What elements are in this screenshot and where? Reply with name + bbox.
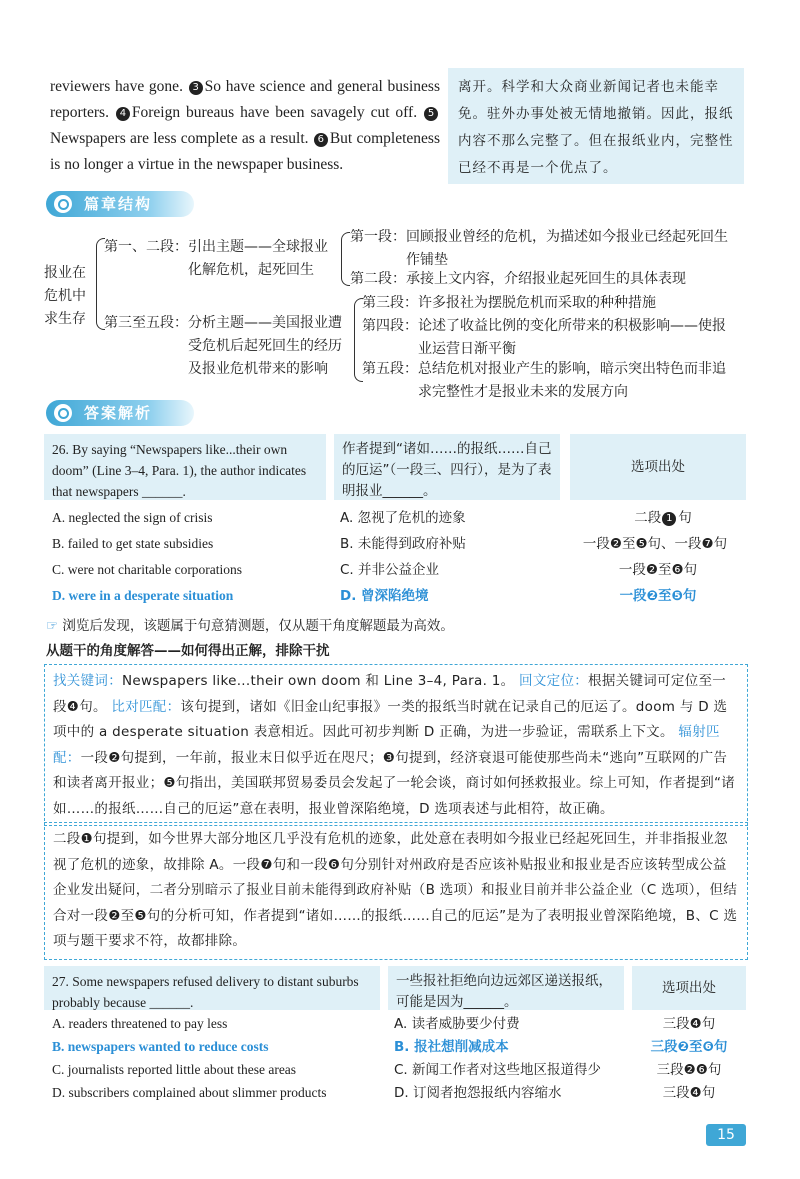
q26-option-b-source: 一段❷至❺句、一段❼句	[582, 536, 728, 552]
q26-tip: ☞ 浏览后发现，该题属于句意猜测题，仅从题干角度解题最为高效。	[46, 618, 454, 634]
brace-part-1	[341, 232, 350, 286]
structure-para-4: 第四段：论述了收益比例的变化所带来的积极影响——使报 业运营日渐平衡	[362, 318, 726, 357]
q27-option-a-en: A. readers threatened to pay less	[52, 1016, 228, 1031]
q27-option-d-source: 三段❹句	[662, 1085, 716, 1101]
q26-exclusion-box: 二段❶句提到，如今世界大部分地区几乎没有危机的迹象，此处意在表明如今报业已经起死回生，并非指报业忽视了危机的迹象，故排除 A。一段❼句和一段❻句分别针对州政府是否应该补贴报业和报业是否应该转型成公益企业发出疑问，二者分别暗示了报业目前未能得到政府补贴（B 选项）和报业目前并非公益企业（C 选项），但结合对一段❷至❺句的分析可知，作者提到“诸如……的报纸……自己的厄运”是为了表明报业曾深陷绝境，B、C 选项与题干要求不符，故都排除。	[44, 822, 748, 960]
q27-option-c-cn: C. 新闻工作者对这些地区报道得少	[394, 1062, 602, 1078]
structure-part-1: 第一、二段：引出主题——全球报业 化解危机，起死回生	[104, 239, 328, 278]
q27-option-b-cn: B. 报社想削减成本	[394, 1039, 509, 1055]
q26-option-b-en: B. failed to get state subsidies	[52, 536, 214, 551]
q26-option-a-cn: A. 忽视了危机的迹象	[340, 510, 466, 526]
q26-stem-cn: 作者提到“诸如……的报纸……自己的厄运”（一段三、四行），是为了表明报业______。	[334, 434, 560, 500]
q26-option-d-en: D. were in a desperate situation	[52, 588, 234, 603]
q27-option-a-source: 三段❹句	[662, 1016, 716, 1032]
q26-method-title: 从题干的角度解答——如何得出正解，排除干扰	[46, 643, 330, 659]
q27-stem-cn: 一些报社拒绝向边远郊区递送报纸，可能是因为______。	[388, 966, 624, 1010]
q27-option-c-en: C. journalists reported little about these areas	[52, 1062, 297, 1077]
q27-option-d-cn: D. 订阅者抱怨报纸内容缩水	[394, 1085, 562, 1101]
q27-option-b-source: 三段❷至❻句	[650, 1039, 728, 1055]
section-header-answers: 答案解析	[46, 400, 194, 426]
structure-para-5: 第五段：总结危机对报业产生的影响，暗示突出特色而非追 求完整性才是报业未来的发展方向	[362, 361, 726, 400]
q26-analysis-box: 找关键词：Newspapers like...their own doom 和 Line 3–4, Para. 1。 回文定位：根据关键词可定位至一段❹句。 比对匹配：该句提到，诸如《旧金山纪事报》一类的报纸当时就在记录自己的厄运了。doom 与 D 选项中的 a desperate situation 表意相近。因此可初步判断 D 正确，为进一步验证，需联系上下文。 辐射匹配：一段❷句提到，一年前，报业末日似乎近在咫尺；❸句提到，经济衰退可能使那些尚未“逃向”互联网的广告和读者离开报业；❺句指出，美国联邦贸易委员会发起了一轮会谈，商讨如何拯救报业。综上可知，作者提到“诸如……的报纸……自己的厄运”意在表明，报业曾深陷绝境，D 选项表述与此相符，故正确。	[44, 664, 748, 826]
q27-option-c-source: 三段❷❻句	[656, 1062, 722, 1078]
structure-para-2: 第二段：承接上文内容，介绍报业起死回生的具体表现	[350, 271, 686, 287]
structure-para-1: 第一段：回顾报业曾经的危机，为描述如今报业已经起死回生 作铺垫	[350, 229, 728, 268]
q26-option-d-source: 一段❷至❺句	[619, 588, 697, 604]
q27-option-b-en: B. newspapers wanted to reduce costs	[52, 1039, 269, 1054]
q26-option-c-source: 一段❷至❻句	[618, 562, 698, 578]
q26-option-d-cn: D. 曾深陷绝境	[340, 588, 429, 604]
q26-option-c-en: C. were not charitable corporations	[52, 562, 243, 577]
page-number: 15	[706, 1124, 746, 1146]
q26-source-header: 选项出处	[570, 434, 746, 500]
sentence-number-3: 3	[189, 81, 203, 95]
sentence-number-6: 6	[314, 133, 328, 147]
q26-stem-en: 26. By saying “Newspapers like...their own doom” (Line 3–4, Para. 1), the author indicates that newspapers ______.	[44, 434, 326, 500]
q27-source-header: 选项出处	[632, 966, 746, 1010]
q27-option-a-cn: A. 读者威胁要少付费	[394, 1016, 520, 1032]
structure-para-3: 第三段：许多报社为摆脱危机而采取的种种措施	[362, 295, 656, 311]
magnifier-icon	[54, 195, 72, 213]
magnifier-icon	[54, 404, 72, 422]
structure-part-2: 第三至五段：分析主题——美国报业遭 受危机后起死回生的经历 及报业危机带来的影响	[104, 315, 342, 377]
q26-option-a-source: 二段 1 句	[634, 510, 692, 526]
q26-option-a-en: A. neglected the sign of crisis	[52, 510, 213, 525]
translation-box: 离开。科学和大众商业新闻记者也未能幸免。驻外办事处被无情地撤销。因此，报纸内容不那么完整了。但在报纸业内，完整性已经不再是一个优点了。	[448, 68, 744, 184]
structure-root: 报业在 危机中 求生存	[44, 265, 86, 327]
q26-option-b-cn: B. 未能得到政府补贴	[340, 536, 466, 552]
sentence-number-5: 5	[424, 107, 438, 121]
sentence-number-4: 4	[116, 107, 130, 121]
q26-option-c-cn: C. 并非公益企业	[340, 562, 440, 578]
q27-stem-en: 27. Some newspapers refused delivery to distant suburbs probably because ______.	[44, 966, 380, 1010]
q27-option-d-en: D. subscribers complained about slimmer products	[52, 1085, 327, 1100]
section-header-structure: 篇章结构	[46, 191, 194, 217]
passage-excerpt: reviewers have gone. 3 So have science and general business reporters. 4 Foreign bureaus have been savagely cut off. 5Newspapers are less complete as a result. 6 But completeness is no longer a virtue in the newspaper business.	[50, 78, 441, 173]
hand-pointer-icon: ☞	[46, 618, 59, 634]
